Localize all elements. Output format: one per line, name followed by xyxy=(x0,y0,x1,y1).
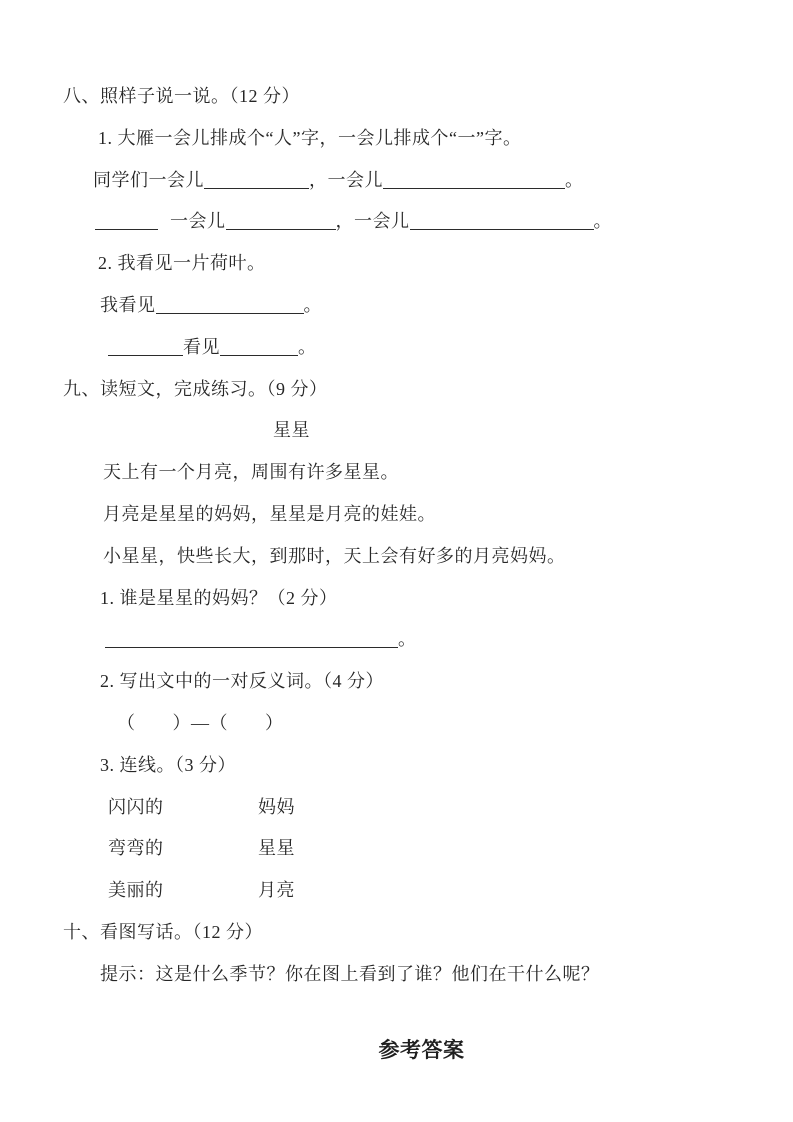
section9-q1-answer-line xyxy=(105,619,763,661)
answer-blank xyxy=(410,214,594,230)
passage-line: 月亮是星星的妈妈，星星是月亮的娃娃。 xyxy=(103,503,436,524)
fill-text: 看见 xyxy=(183,336,220,357)
fill-text: 。 xyxy=(593,211,612,232)
fill-text: ，一会儿 xyxy=(335,211,410,232)
passage-line: 小星星，快些长大，到那时，天上会有好多的月亮妈妈。 xyxy=(103,545,566,566)
match-row xyxy=(108,787,763,829)
match-right-item: 妈妈 xyxy=(258,796,295,817)
match-row xyxy=(108,828,763,870)
fill-text: ，一会儿 xyxy=(309,169,383,190)
answer-blank xyxy=(108,340,183,356)
match-row xyxy=(108,870,763,912)
match-right-item: 月亮 xyxy=(258,880,295,901)
answer-blank xyxy=(383,173,565,189)
section8-item2-prompt: 2. 我看见一片荷叶。 xyxy=(98,253,266,274)
passage-title: 星星 xyxy=(273,420,310,441)
match-right-item: 星星 xyxy=(258,838,295,859)
answer-blank xyxy=(204,173,309,189)
match-left-item: 闪闪的 xyxy=(108,796,164,817)
fill-text: 一会儿 xyxy=(170,211,226,232)
fill-text: 。 xyxy=(565,169,584,190)
section10-heading: 十、看图写话。（12 分） xyxy=(63,921,263,942)
fill-text: 。 xyxy=(298,336,317,357)
section8-item2-fill-line1 xyxy=(100,285,763,327)
match-left-item: 美丽的 xyxy=(108,880,164,901)
section9-heading: 九、读短文，完成练习。（9 分） xyxy=(63,378,328,399)
answer-blank xyxy=(220,340,298,356)
answer-blank xyxy=(156,298,304,314)
fill-text: 。 xyxy=(398,629,417,650)
answer-blank xyxy=(226,214,336,230)
passage-line: 天上有一个月亮，周围有许多星星。 xyxy=(103,462,399,483)
answer-blank xyxy=(105,632,398,648)
answer-blank xyxy=(95,214,158,230)
section8-item2-fill-line2 xyxy=(108,327,763,369)
blank-space xyxy=(63,996,763,1030)
section9-q3-prompt: 3. 连线。（3 分） xyxy=(100,754,236,775)
section10-hint: 提示：这是什么季节？你在图上看到了谁？他们在干什么呢？ xyxy=(100,963,600,984)
section8-item1-fill-line2 xyxy=(95,201,763,243)
section8-item1-fill-line1 xyxy=(93,160,763,202)
section8-item1-prompt: 1. 大雁一会儿排成个“人”字，一会儿排成个“一”字。 xyxy=(98,127,522,148)
fill-text: 我看见 xyxy=(100,294,156,315)
section9-q1-prompt: 1. 谁是星星的妈妈？（2 分） xyxy=(100,587,338,608)
match-left-item: 弯弯的 xyxy=(108,838,164,859)
section9-q2-brackets: （ ）—（ ） xyxy=(117,712,284,733)
section9-q2-prompt: 2. 写出文中的一对反义词。（4 分） xyxy=(100,671,384,692)
fill-text: 同学们一会儿 xyxy=(93,169,204,190)
section8-heading: 八、照样子说一说。（12 分） xyxy=(63,86,300,106)
answer-key-title: 参考答案 xyxy=(378,1038,465,1062)
fill-text: 。 xyxy=(303,294,322,315)
